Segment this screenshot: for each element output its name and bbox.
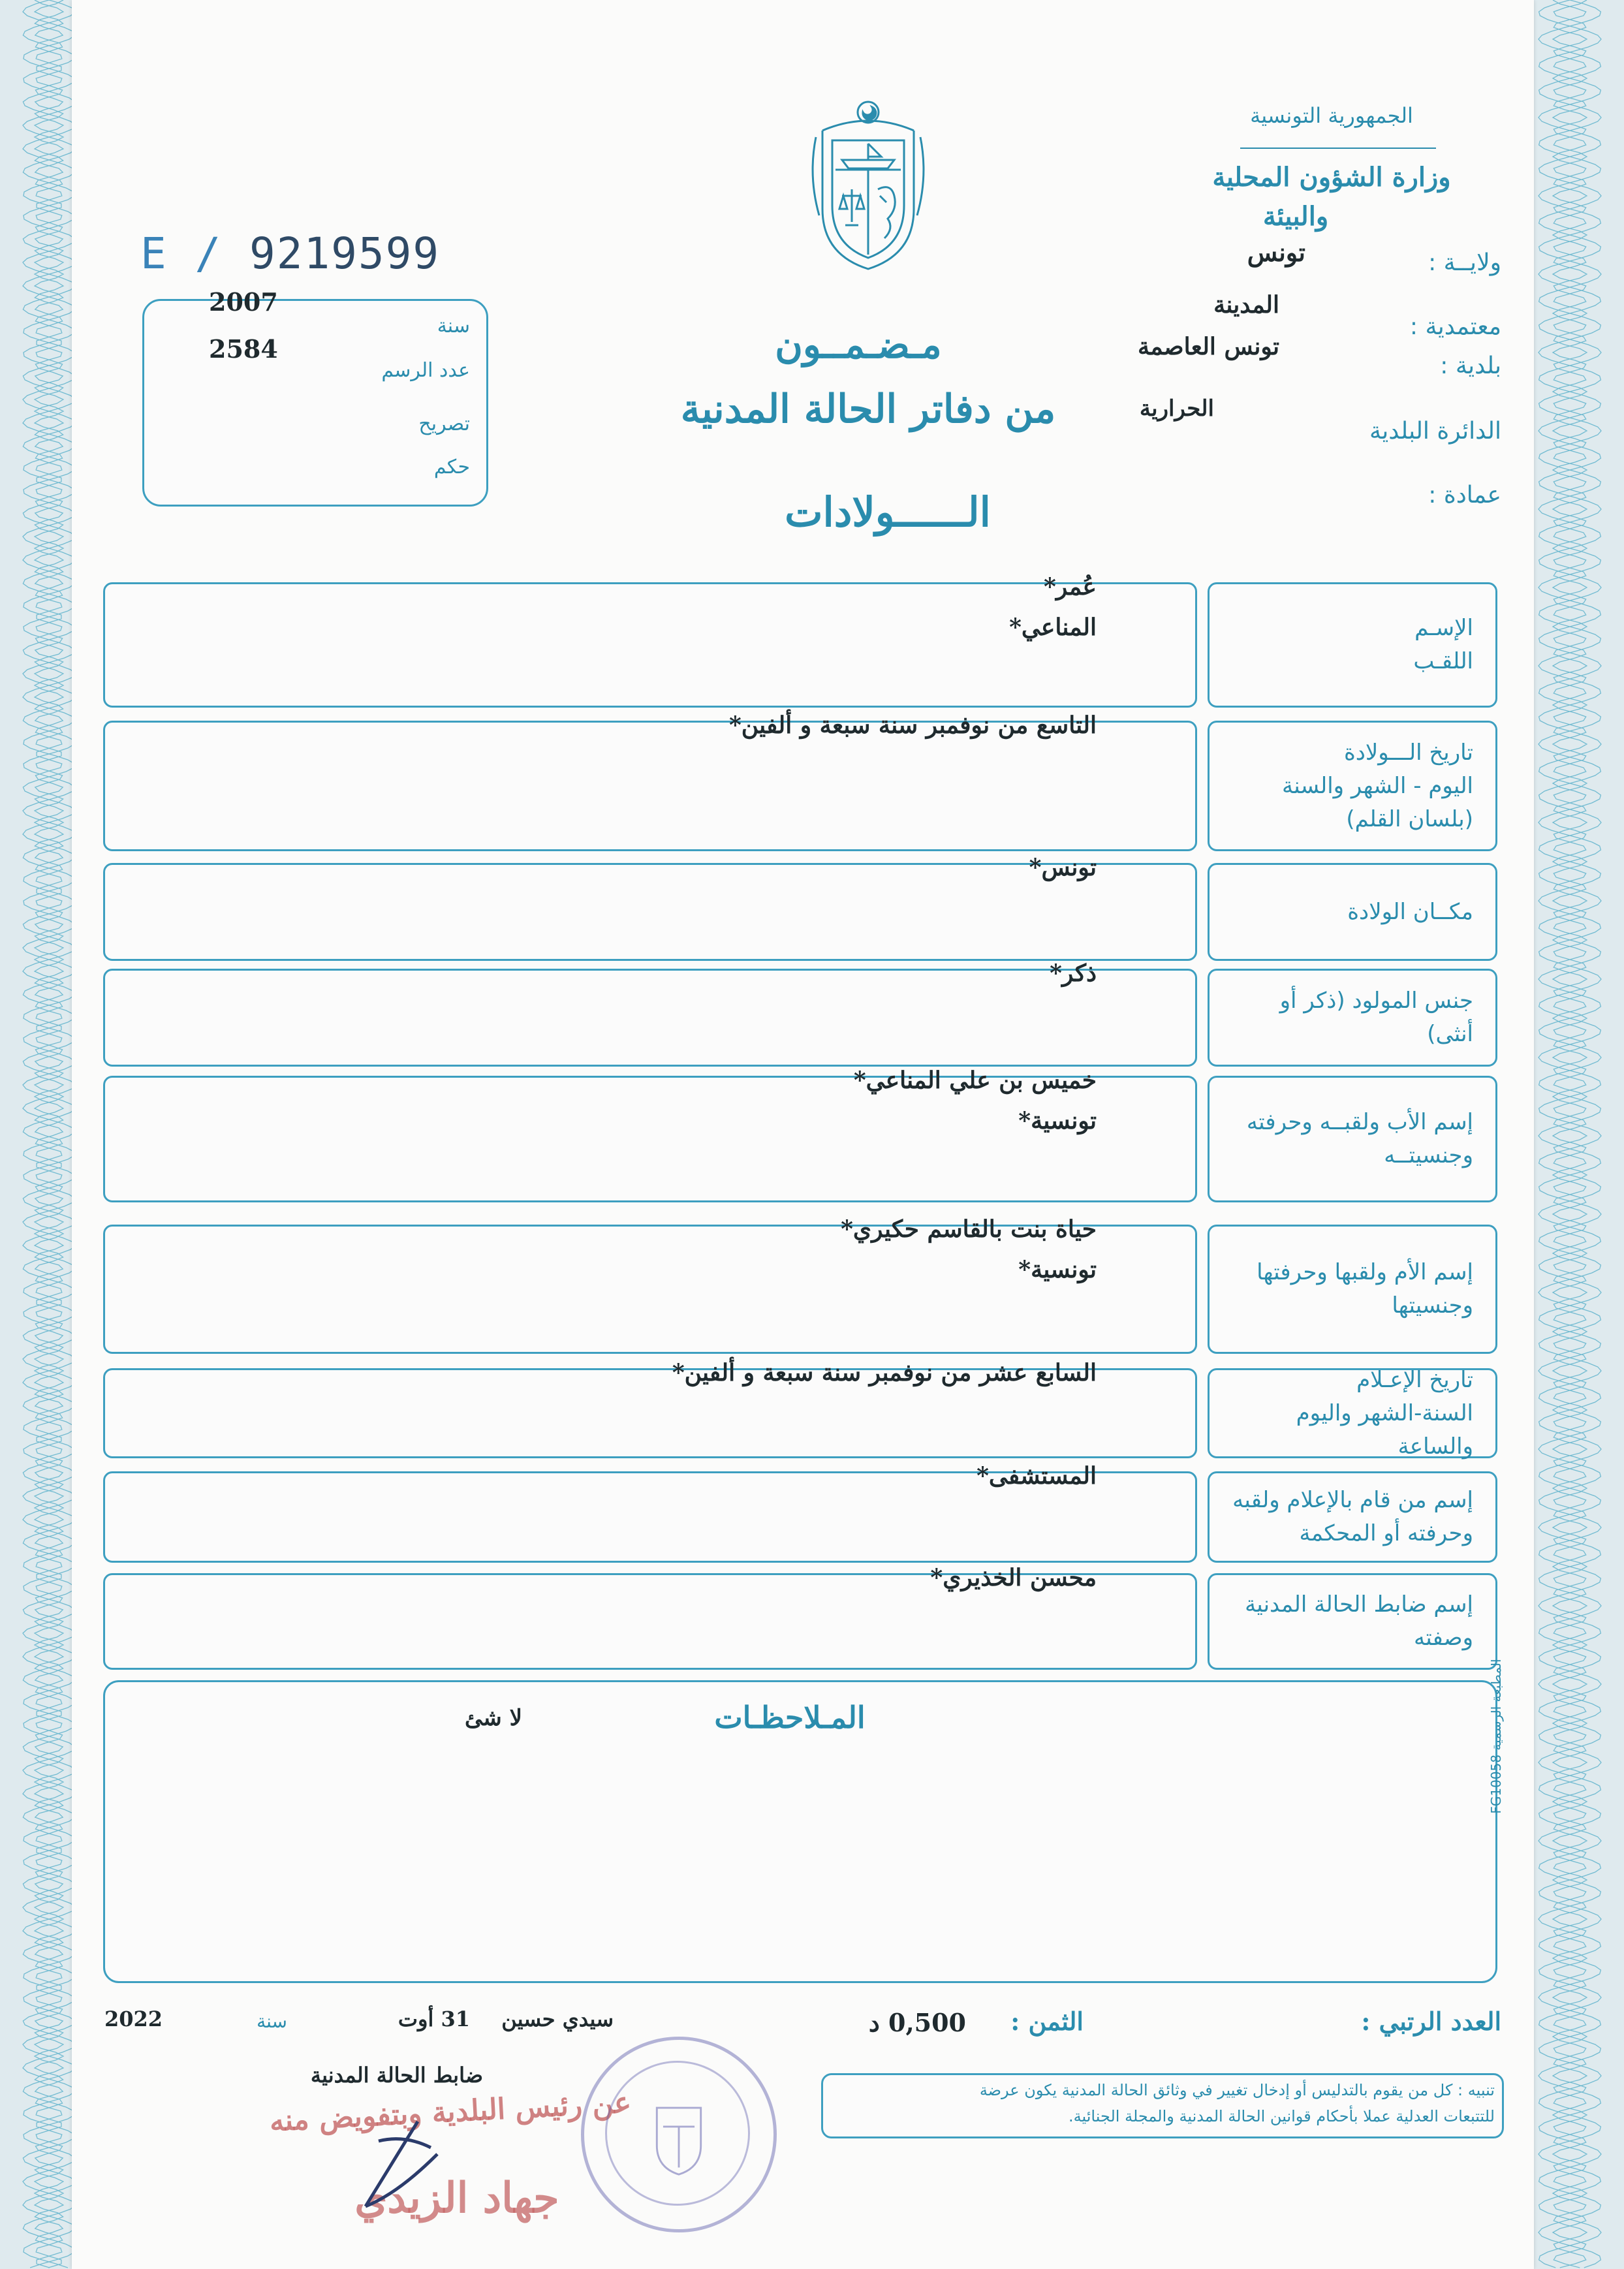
- year-label: سنة: [257, 2011, 287, 2032]
- serial-number: 9219599: [249, 228, 441, 279]
- serial-prefix: E /: [140, 228, 223, 279]
- row-label-box: [1208, 863, 1497, 961]
- date-value: 31 أوت: [398, 2007, 470, 2031]
- row-value-box: [103, 1076, 1197, 1202]
- row-label: اللقـب: [1413, 648, 1473, 674]
- row-label-box: [1208, 969, 1497, 1067]
- row-label: إسم الأم ولقبها وحرفتها: [1257, 1259, 1473, 1285]
- row-label-box: [1208, 1225, 1497, 1354]
- price-label: الثمن :: [1010, 2007, 1084, 2036]
- row-label: تاريخ الـــولادة: [1343, 739, 1473, 766]
- row-value: عُمر*: [1044, 573, 1097, 601]
- year-value: 2022: [104, 2007, 163, 2031]
- ministry-line1: وزارة الشؤون المحلية: [1212, 162, 1451, 193]
- register-declaration-label: تصريح: [418, 413, 470, 435]
- row-label: إسم ضابط الحالة المدنية: [1245, 1591, 1473, 1618]
- row-label-box: [1208, 1471, 1497, 1563]
- notes-label: المـلاحظـات: [714, 1700, 866, 1735]
- row-label: وجنسيتــه: [1384, 1142, 1473, 1168]
- ministry-line2: والبيئة: [1262, 201, 1329, 232]
- warning-line2: للتتبعات العدلية عملا بأحكام قوانين الحالة المدنية والمجلة الجنائية.: [1069, 2107, 1495, 2125]
- register-number-value: 2584: [209, 334, 278, 364]
- row-label: (بلسان القلم): [1346, 806, 1473, 832]
- title-line3: الــــــولادات: [785, 488, 991, 536]
- notes-value: لا شئ: [464, 1705, 522, 1731]
- omada-label: عمادة :: [1428, 482, 1501, 509]
- row-label: إسم من قام بالإعلام ولقبه: [1232, 1487, 1473, 1513]
- row-label: إسم الأب ولقبــه وحرفته: [1246, 1109, 1473, 1135]
- row-value: تونسية*: [1018, 1256, 1097, 1283]
- wilaya-label: ولايــة :: [1428, 249, 1501, 276]
- row-label-box: [1208, 1573, 1497, 1670]
- price-value: 0,500 د: [868, 2008, 966, 2037]
- title-line2: من دفاتر الحالة المدنية: [680, 386, 1056, 432]
- row-label: جنس المولود (ذكر أو أنثى): [1279, 988, 1473, 1047]
- delegation-stamp: عن رئيس البلدية وبتفويض منه: [268, 2086, 632, 2138]
- row-label: وحرفته أو المحكمة: [1299, 1520, 1473, 1546]
- row-label-box: [1208, 721, 1497, 851]
- row-label: اليوم - الشهر والسنة: [1282, 772, 1473, 799]
- row-value: تونسية*: [1018, 1107, 1097, 1134]
- row-value-box: [103, 582, 1197, 708]
- baladiya-value: تونس العاصمة: [1137, 333, 1279, 360]
- officer-name-stamp: جهاد الزيدي: [354, 2174, 559, 2223]
- row-value: خميس بن علي المناعي*: [853, 1067, 1097, 1094]
- register-number-label: عدد الرسم: [381, 359, 470, 382]
- row-value: التاسع من نوفمبر سنة سبعة و ألفين*: [728, 712, 1097, 739]
- row-label: وصفته: [1414, 1625, 1473, 1651]
- row-label: مكــان الولادة: [1347, 898, 1473, 925]
- daira-value: الحرارية: [1139, 396, 1214, 422]
- republic-name: الجمهورية التونسية: [1250, 103, 1413, 128]
- row-value: تونس*: [1029, 854, 1097, 881]
- title-line1: مـضـمــون: [775, 322, 942, 367]
- row-value: حياة بنت بالقاسم حكيري*: [841, 1215, 1097, 1243]
- register-year-label: سنة: [437, 315, 470, 337]
- mootamadiya-value: المدينة: [1213, 291, 1279, 319]
- baladiya-label: بلدية :: [1440, 352, 1501, 379]
- row-label: السنة-الشهر واليوم والساعة: [1296, 1400, 1473, 1460]
- signature-mark: [339, 2115, 457, 2219]
- row-value-box: [103, 721, 1197, 851]
- guilloche-border-right: [1527, 0, 1612, 2269]
- row-label: الإسـم: [1414, 615, 1473, 641]
- register-year-value: 2007: [209, 287, 278, 317]
- order-number-label: العدد الرتبي :: [1361, 2007, 1501, 2036]
- row-label-box: [1208, 582, 1497, 708]
- row-value-box: [103, 1225, 1197, 1354]
- wilaya-value: تونس: [1247, 238, 1305, 267]
- mootamadiya-label: معتمدية :: [1409, 313, 1501, 340]
- tunisia-coat-of-arms-icon: [803, 98, 933, 274]
- row-value: المستشفى*: [976, 1462, 1097, 1490]
- place-value: سيدي حسين: [501, 2007, 614, 2031]
- row-value: السابع عشر من نوفمبر سنة سبعة و ألفين*: [672, 1359, 1097, 1386]
- officer-title: ضابط الحالة المدنية: [310, 2063, 483, 2088]
- row-value: محسن الخذيري*: [930, 1564, 1097, 1591]
- row-label-box: [1208, 1368, 1497, 1458]
- row-label-box: [1208, 1076, 1497, 1202]
- register-judgment-label: حكم: [433, 456, 470, 478]
- printer-mark: المطبعة الرسمية FG10058: [1488, 1659, 1504, 1814]
- row-label: وجنسيتها: [1392, 1292, 1473, 1319]
- row-label: تاريخ الإعـلام: [1356, 1366, 1473, 1393]
- daira-label: الدائرة البلدية: [1369, 418, 1501, 445]
- header-divider: [1240, 148, 1436, 149]
- warning-line1: تنبيه : كل من يقوم بالتدليس أو إدخال تغيير في وثائق الحالة المدنية يكون عرضة: [979, 2081, 1495, 2099]
- row-value: المناعي*: [1009, 614, 1097, 641]
- row-value: ذكر*: [1050, 960, 1097, 987]
- official-seal-icon: [581, 2037, 777, 2232]
